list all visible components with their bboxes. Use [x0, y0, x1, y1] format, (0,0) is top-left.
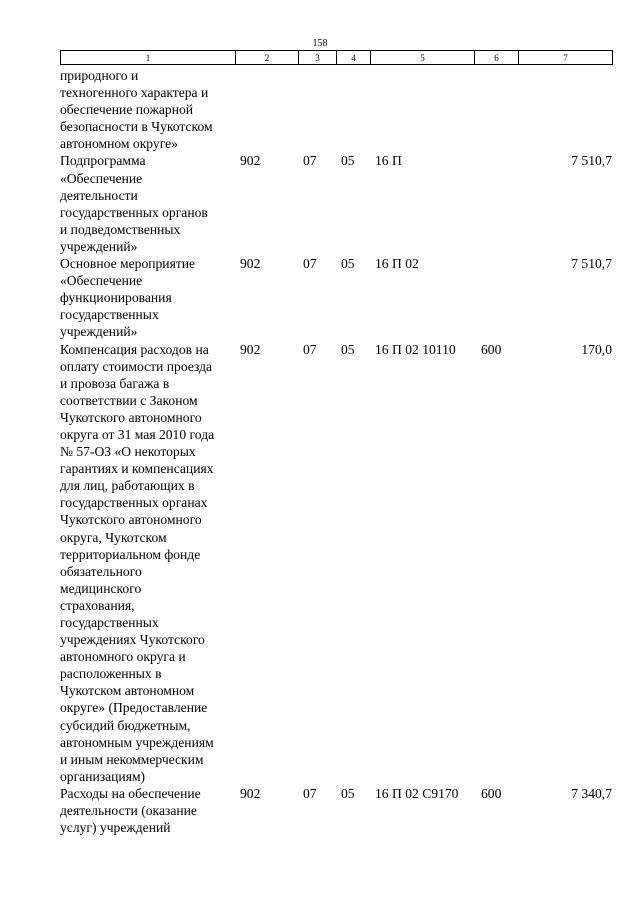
row-name-line: Основное мероприятие [60, 256, 196, 272]
row-name-line: обязательного [60, 563, 142, 579]
row-name-line: округа, Чукотском [60, 529, 167, 545]
column-header-table [60, 50, 613, 65]
row-name-line: функционирования [60, 290, 172, 306]
subsection-code-cell: 05 [341, 256, 355, 272]
expense-type-cell [474, 67, 518, 152]
row-name-line: государственных органов [60, 204, 208, 220]
row-name-line: округа от 31 мая 2010 года [60, 426, 215, 442]
table-row [60, 255, 612, 340]
row-name-line: округе» (Предоставление [60, 700, 208, 716]
row-name-line: организациям) [60, 768, 146, 784]
table-row [60, 152, 612, 255]
admin-code-cell: 902 [240, 341, 261, 357]
column-number-7: 7 [519, 51, 613, 65]
row-name-line: автономным учреждениям [60, 734, 214, 750]
expense-type-cell: 600 [481, 785, 502, 801]
row-name-line: автономном округе» [60, 136, 178, 152]
subsection-code-cell [336, 67, 370, 152]
admin-code-cell [235, 67, 298, 152]
row-name-line: техногенного характера и [60, 85, 209, 101]
target-article-cell: 16 П 02 10110 [375, 341, 456, 357]
subsection-code-cell: 05 [341, 153, 355, 169]
expense-type-cell [474, 152, 518, 255]
row-name-cell [60, 255, 235, 340]
column-number-5: 5 [371, 51, 475, 65]
row-name-line: услуг) учреждений [60, 820, 171, 836]
column-number-4: 4 [337, 51, 371, 65]
column-number-1: 1 [61, 51, 236, 65]
target-article-cell [370, 67, 474, 152]
section-code-cell: 07 [303, 341, 317, 357]
expense-type-cell [474, 255, 518, 340]
column-number-6: 6 [475, 51, 519, 65]
table-row [60, 341, 612, 785]
row-name-line: автономного округа и [60, 649, 186, 665]
row-name-line: расположенных в [60, 666, 162, 682]
expense-type-cell: 600 [481, 341, 502, 357]
row-name-line: деятельности (оказание [60, 803, 197, 819]
row-name-line: Компенсация расходов на [60, 341, 209, 357]
admin-code-cell: 902 [240, 153, 261, 169]
row-name-cell [60, 785, 235, 836]
row-name-line: учреждениях Чукотского [60, 632, 205, 648]
amount-cell: 170,0 [581, 341, 612, 357]
row-name-line: оплату стоимости проезда [60, 358, 213, 374]
target-article-cell: 16 П 02 С9170 [375, 785, 459, 801]
row-name-line: государственных органах [60, 495, 208, 511]
row-name-line: учреждений» [60, 324, 138, 340]
row-name-line: Чукотского автономного [60, 512, 202, 528]
table-row [60, 785, 612, 836]
row-name-line: государственных [60, 307, 159, 323]
row-name-line: «Обеспечение [60, 170, 143, 186]
row-name-line: обеспечение пожарной [60, 102, 194, 118]
row-name-line: и иным некоммерческим [60, 751, 204, 767]
admin-code-cell: 902 [240, 256, 261, 272]
row-name-line: медицинского [60, 580, 142, 596]
row-name-line: Подпрограмма [60, 153, 146, 169]
column-number-3: 3 [299, 51, 337, 65]
row-name-line: деятельности [60, 187, 138, 203]
section-code-cell: 07 [303, 785, 317, 801]
section-code-cell: 07 [303, 153, 317, 169]
subsection-code-cell: 05 [341, 341, 355, 357]
target-article-cell: 16 П [375, 153, 402, 169]
amount-cell [518, 67, 612, 152]
row-name-line: соответствии с Законом [60, 392, 198, 408]
budget-table [60, 67, 612, 836]
row-name-cell [60, 341, 235, 785]
column-number-2: 2 [236, 51, 299, 65]
row-name-cell [60, 152, 235, 255]
page-number: 158 [312, 38, 328, 49]
row-name-line: государственных [60, 615, 159, 630]
row-name-line: для лиц, работающих в [60, 478, 195, 494]
row-name-line: и провоза багажа в [60, 375, 170, 391]
amount-cell: 7 340,7 [571, 785, 612, 801]
row-name-cell [60, 67, 235, 152]
row-name-line: и подведомственных [60, 221, 181, 237]
section-code-cell [298, 67, 336, 152]
row-name-line: природного и [60, 68, 139, 83]
column-header-row [61, 51, 613, 65]
target-article-cell: 16 П 02 [375, 256, 419, 272]
row-name-line: № 57-ОЗ «О некоторых [60, 444, 196, 460]
amount-cell: 7 510,7 [571, 153, 612, 169]
row-name-line: «Обеспечение [60, 273, 143, 289]
subsection-code-cell: 05 [341, 785, 355, 801]
row-name-line: безопасности в Чукотском [60, 119, 213, 135]
admin-code-cell: 902 [240, 785, 261, 801]
row-name-line: учреждений» [60, 238, 138, 254]
row-name-line: страхования, [60, 597, 135, 613]
amount-cell: 7 510,7 [571, 256, 612, 272]
row-name-line: Чукотского автономного [60, 409, 202, 425]
table-row [60, 67, 612, 152]
row-name-line: Расходы на обеспечение [60, 785, 201, 801]
section-code-cell: 07 [303, 256, 317, 272]
row-name-line: гарантиях и компенсациях [60, 461, 214, 477]
row-name-line: субсидий бюджетным, [60, 717, 191, 733]
row-name-line: территориальном фонде [60, 546, 201, 562]
row-name-line: Чукотском автономном [60, 683, 195, 699]
